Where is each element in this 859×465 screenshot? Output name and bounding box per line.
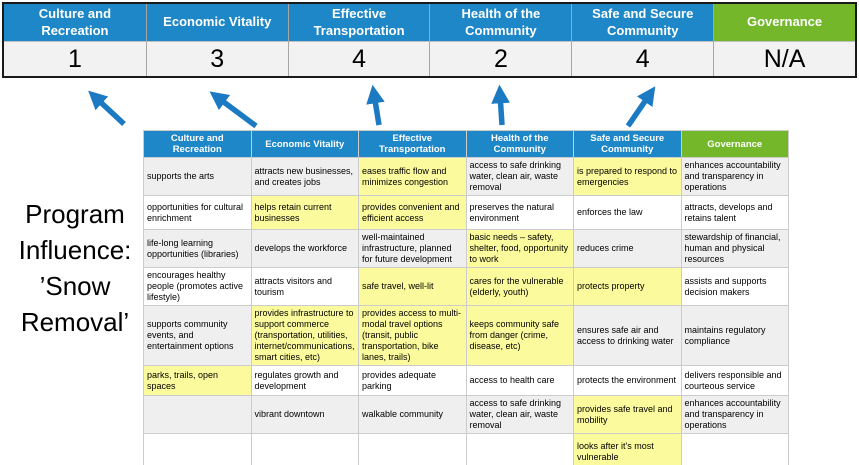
program-label-line: ’Snow [39,271,111,301]
matrix-cell: keeps community safe from danger (crime, disease, etc) [466,306,574,366]
matrix-cell: looks after it's most vulnerable [574,434,682,465]
scoreboard-score: 2 [430,41,571,76]
scoreboard-header: Health of the Community [430,4,571,41]
scoreboard-column-culture [4,4,146,76]
scoreboard-header: Safe and Secure Community [572,4,713,41]
matrix-cell: access to safe drinking water, clean air, waste removal [466,158,574,196]
matrix-cell: well-maintained infrastructure, planned for future development [359,230,467,268]
matrix-cell [466,434,574,465]
matrix-cell: is prepared to respond to emergencies [574,158,682,196]
matrix-row [144,366,789,396]
matrix-header-transportation: Effective Transportation [359,131,467,158]
matrix-cell [681,434,789,465]
matrix-cell: walkable community [359,396,467,434]
matrix-cell: maintains regulatory compliance [681,306,789,366]
matrix-cell: access to health care [466,366,574,396]
matrix-cell: safe travel, well-lit [359,268,467,306]
matrix-cell: helps retain current businesses [251,196,359,230]
scoreboard-score: 1 [4,41,146,76]
matrix-header-governance: Governance [681,131,789,158]
program-influence-label [0,196,150,340]
matrix-cell: vibrant downtown [251,396,359,434]
scoreboard-column-governance [713,4,855,76]
matrix-cell: life-long learning opportunities (libraries) [144,230,252,268]
matrix-row [144,268,789,306]
matrix-cell: protects the environment [574,366,682,396]
scoreboard-header: Economic Vitality [147,4,288,41]
matrix-cell: develops the workforce [251,230,359,268]
matrix-header-culture: Culture and Recreation [144,131,252,158]
matrix-cell: attracts, develops and retains talent [681,196,789,230]
matrix-header-safe: Safe and Secure Community [574,131,682,158]
program-label-line: Program [25,199,125,229]
matrix-cell: attracts visitors and tourism [251,268,359,306]
scoreboard-score: 3 [147,41,288,76]
matrix-header-economic: Economic Vitality [251,131,359,158]
scoreboard-score: 4 [572,41,713,76]
scoreboard-header: Culture and Recreation [4,4,146,41]
matrix-cell: preserves the natural environment [466,196,574,230]
matrix-row [144,434,789,465]
matrix-cell: provides access to multi-modal travel options (transit, public transportation, bike lanes, trails) [359,306,467,366]
matrix-cell: delivers responsible and courteous service [681,366,789,396]
matrix-cell: regulates growth and development [251,366,359,396]
matrix-cell: ensures safe air and access to drinking water [574,306,682,366]
matrix-cell: reduces crime [574,230,682,268]
matrix-cell: stewardship of financial, human and physical resources [681,230,789,268]
score-arrow-icon [374,94,379,125]
matrix-cell: supports the arts [144,158,252,196]
score-arrow-icon [628,94,650,126]
matrix-cell: enhances accountability and transparency in operations [681,158,789,196]
matrix-cell [359,434,467,465]
scoreboard-column-safe [571,4,713,76]
matrix-cell: provides convenient and efficient access [359,196,467,230]
score-arrow-icon [500,94,502,125]
scoreboard-header: Effective Transportation [289,4,430,41]
matrix-cell [251,434,359,465]
matrix-cell: cares for the vulnerable (elderly, youth) [466,268,574,306]
program-label-line: Removal’ [20,307,130,337]
matrix-row [144,306,789,366]
matrix-cell: assists and supports decision makers [681,268,789,306]
matrix-cell: provides infrastructure to support commerce (transportation, utilities, internet/communications, smart cities, etc) [251,306,359,366]
scoreboard-column-economic [146,4,288,76]
scoreboard [2,2,857,78]
scoreboard-header: Governance [714,4,855,41]
matrix-cell [144,434,252,465]
influence-matrix [143,130,789,465]
matrix-row [144,396,789,434]
scoreboard-column-health [429,4,571,76]
matrix-row [144,196,789,230]
matrix-header-row [144,131,789,158]
matrix-cell [144,396,252,434]
matrix-cell: parks, trails, open spaces [144,366,252,396]
score-arrow-icon [95,97,124,124]
score-arrow-icon [217,97,256,126]
matrix-cell: supports community events, and entertainment options [144,306,252,366]
matrix-cell: protects property [574,268,682,306]
matrix-cell: provides adequate parking [359,366,467,396]
matrix-row [144,230,789,268]
matrix-cell: basic needs – safety, shelter, food, opportunity to work [466,230,574,268]
matrix-cell: eases traffic flow and minimizes congestion [359,158,467,196]
scoreboard-score: N/A [714,41,855,76]
scoreboard-column-transportation [288,4,430,76]
program-label-line: Influence: [18,235,132,265]
matrix-cell: provides safe travel and mobility [574,396,682,434]
matrix-cell: access to safe drinking water, clean air, waste removal [466,396,574,434]
matrix-header-health: Health of the Community [466,131,574,158]
matrix-cell: opportunities for cultural enrichment [144,196,252,230]
matrix-cell: enforces the law [574,196,682,230]
scoreboard-score: 4 [289,41,430,76]
matrix-row [144,158,789,196]
matrix-cell: attracts new businesses, and creates jobs [251,158,359,196]
matrix-cell: enhances accountability and transparency in operations [681,396,789,434]
matrix-cell: encourages healthy people (promotes active lifestyle) [144,268,252,306]
